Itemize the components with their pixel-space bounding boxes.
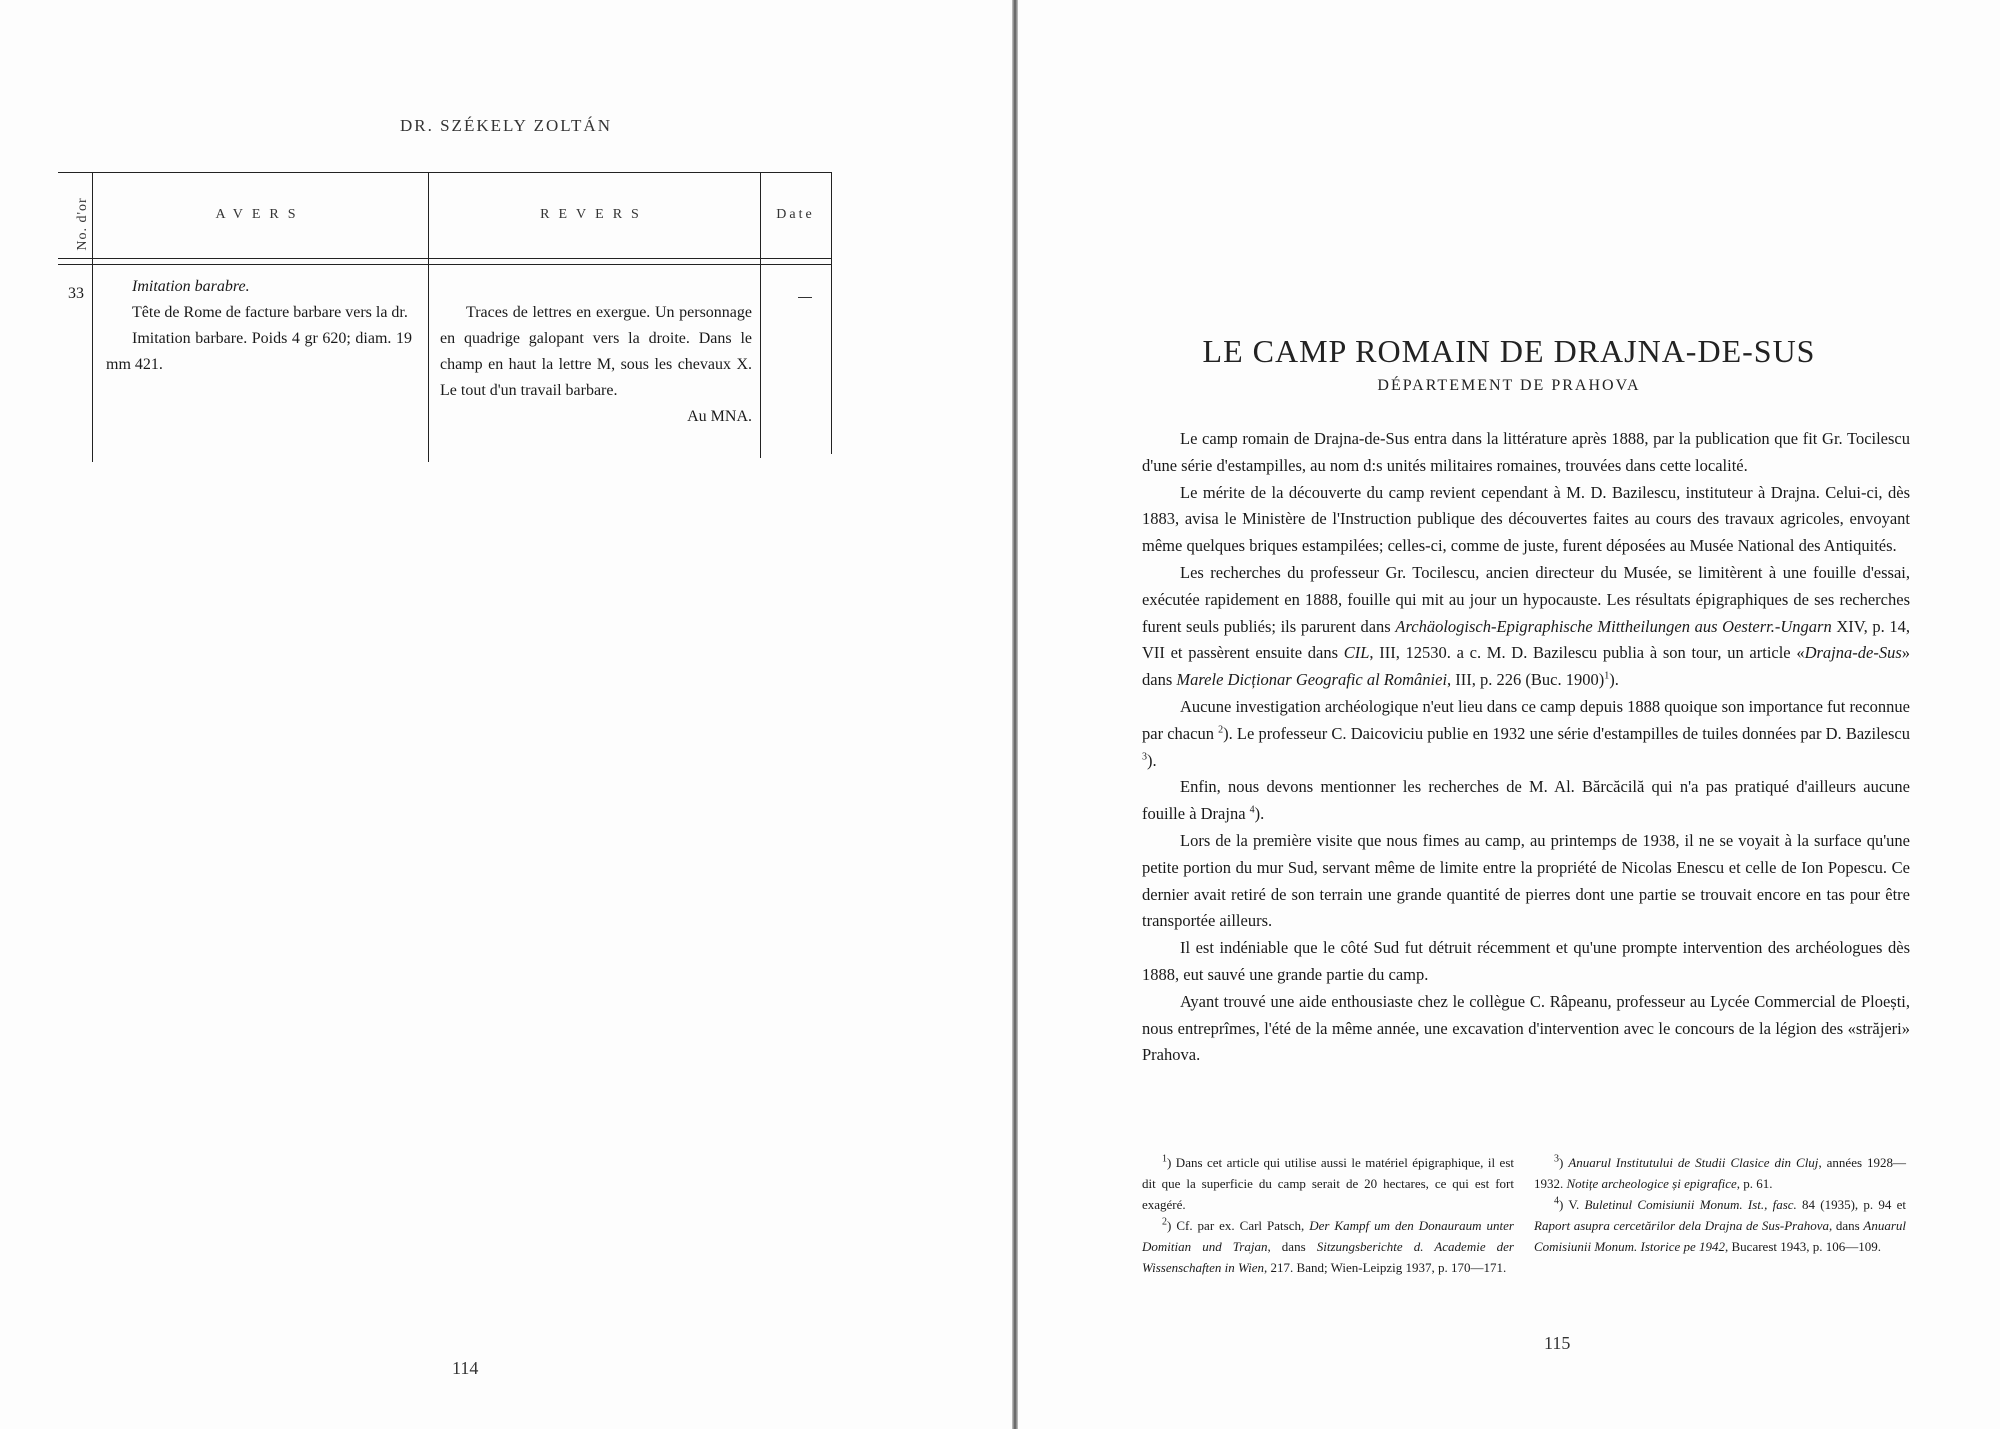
footnotes-left-column — [1142, 1152, 1514, 1278]
footnote: $^4$) V. Buletinul Comisiunii Monum. Ist., fasc. 84 (1935), p. 94 et Raport asupra cercetărilor dela Drajna de Sus-Prahova, dans Anuarul Comisiunii Monum. Istorice pe 1942, Bucarest 1943, p. 106—109. — [1534, 1195, 1906, 1254]
running-head: DR. SZÉKELY ZOLTÁN — [399, 116, 612, 135]
footnote-ref: 4 — [1249, 804, 1255, 816]
footnote-ref: 3 — [1142, 751, 1147, 763]
footnote: $^3$) Anuarul Institutului de Studii Clasice din Cluj, années 1928—1932. Notițe archeologice și epigrafice, p. 61. — [1534, 1153, 1907, 1191]
table-header-rule — [58, 258, 832, 259]
date-dash — [798, 297, 812, 298]
footnote-ref: 1 — [1604, 670, 1610, 682]
article-body — [1142, 426, 1910, 1069]
avers-cell — [106, 274, 412, 378]
revers-cell — [440, 300, 752, 430]
paragraph: Lors de la première visite que nous fimes au camp, au printemps de 1938, il ne se voyait à la surface qu'une petite portion du mur Sud, servant même de limite entre la propriété de Nicolas Enescu et celle de Ion Popescu. Ce dernier avait retiré de son terrain une grande quantité de pierres dont une partie se trouvait encore en tas pour être transportée ailleurs. — [1142, 830, 1910, 931]
avers-details: Imitation barbare. Poids 4 gr 620; diam. 19 mm 421. — [106, 330, 412, 373]
header-avers: AVERS — [215, 207, 305, 222]
header-no-label: No. d'or — [75, 197, 90, 251]
revers-description: Traces de lettres en exergue. Un personnage en quadrige galopant vers la droite. Dans le champ en haut la lettre M, sous les chevaux X. Le tout d'un travail barbare. — [440, 304, 752, 399]
avers-title: Imitation barabre. — [132, 278, 250, 295]
paragraph: Les recherches du professeur Gr. Tocilescu, ancien directeur du Musée, se limitèrent à une fouille d'essai, exécutée rapidement en 1888, fouille qui mit au jour un hypocauste. Les résultats épigraphiques de ses recherches furent seuls publiés; ils parurent dans Archäologisch-Epigraphische Mittheilungen aus Oesterr.-Ungarn XIV, p. 14, VII et passèrent ensuite dans CIL, III, 12530. a c. M. D. Bazilescu publia à son tour, un article «Drajna-de-Sus» dans Marele Dicționar Geografic al României, III, p. 226 (Buc. 1900)$^1$). — [1142, 562, 1910, 690]
page-number-left: 114 — [452, 1358, 479, 1378]
footnote-ref: 2 — [1218, 724, 1224, 736]
row-number: 33 — [68, 285, 84, 302]
article-subtitle: DÉPARTEMENT DE PRAHOVA — [1377, 377, 1641, 394]
paragraph: Le camp romain de Drajna-de-Sus entra dans la littérature après 1888, par la publication que fit Gr. Tocilescu d'une série d'estampilles, au nom d:s unités militaires romaines, trouvées dans cette localité. — [1142, 429, 1910, 475]
footnote: $^2$) Cf. par ex. Carl Patsch, Der Kampf um den Donauraum unter Domitian und Trajan, dans Sitzungsberichte d. Academie der Wissenschaften in Wien, 217. Band; Wien-Leipzig 1937, p. 170—171. — [1142, 1216, 1514, 1275]
right-page — [1018, 0, 2000, 1429]
page-number-right: 115 — [1544, 1333, 1571, 1353]
footnotes-right-column — [1534, 1152, 1906, 1257]
table-top-rule — [58, 172, 832, 173]
coin-table — [58, 172, 832, 462]
header-date: Date — [776, 207, 815, 222]
avers-description: Tête de Rome de facture barbare vers la dr. — [132, 304, 408, 321]
paragraph: Aucune investigation archéologique n'eut lieu dans ce camp depuis 1888 quoique son importance fut reconnue par chacun $^2$). Le professeur C. Daicoviciu publie en 1932 une série d'estampilles de tuiles données par D. Bazilescu $^3$). — [1142, 696, 1910, 770]
article-title: LE CAMP ROMAIN DE DRAJNA-DE-SUS — [1202, 333, 1816, 369]
header-no — [66, 184, 100, 264]
header-revers: REVERS — [540, 207, 648, 222]
revers-location: Au MNA. — [687, 408, 752, 425]
footnote: $^1$) Dans cet article qui utilise aussi le matériel épigraphique, il est dit que la superficie du camp serait de 20 hectares, ce qui est fort exagéré. — [1142, 1153, 1514, 1212]
paragraph: Le mérite de la découverte du camp revient cependant à M. D. Bazilescu, instituteur à Drajna. Celui-ci, dès 1883, avisa le Ministère de l'Instruction publique des découvertes faites au cours des travaux agricoles, envoyant même quelques briques estampilées; celles-ci, comme de juste, furent déposées au Musée National des Antiquités. — [1142, 482, 1910, 556]
paragraph: Ayant trouvé une aide enthousiaste chez le collègue C. Râpeanu, professeur au Lycée Commercial de Ploești, nous entreprîmes, l'été de la même année, une excavation d'intervention avec le concours de la légion des «străjeri» Prahova. — [1142, 991, 1910, 1065]
paragraph: Enfin, nous devons mentionner les recherches de M. Al. Bărcăcilă qui n'a pas pratiqué d'ailleurs aucune fouille à Drajna $^4$). — [1142, 777, 1910, 824]
paragraph: Il est indéniable que le côté Sud fut détruit récemment et qu'une prompte intervention des archéologues dès 1888, eut sauvé une grande partie du camp. — [1142, 938, 1910, 984]
table-header-rule-double — [58, 264, 832, 265]
table-col-divider — [831, 172, 832, 454]
